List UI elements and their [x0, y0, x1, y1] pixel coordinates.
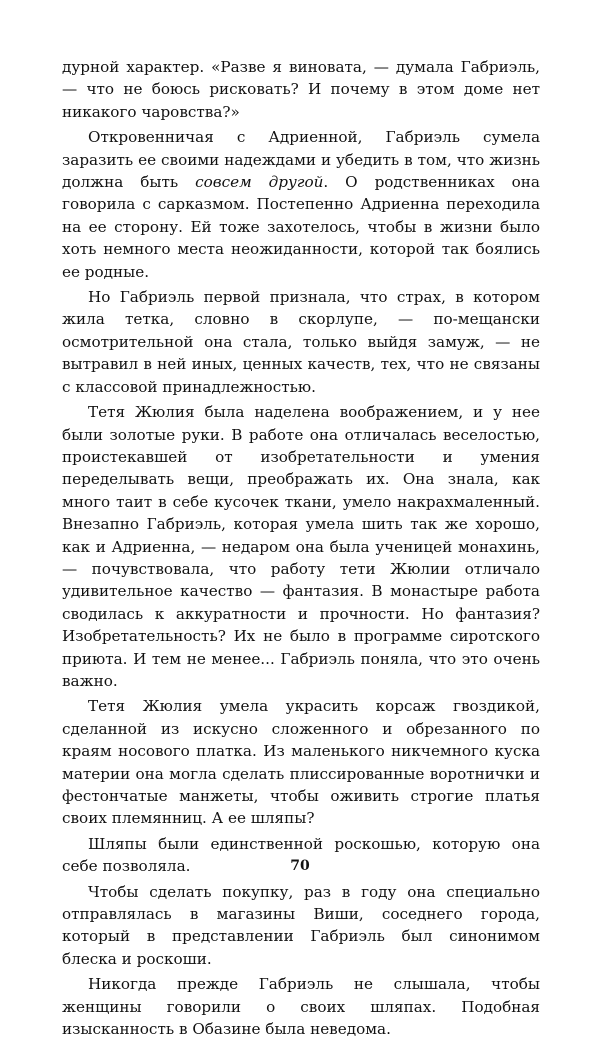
paragraph-2	[62, 126, 540, 283]
book-page-text	[62, 56, 540, 1043]
paragraph-2-end: . О родственниках она говорила с сарказмом. Постепенно Адриенна переходила на ее сторону. Ей тоже захотелось, чтобы в жизни было хоть немного места неожиданности, которой так боялись ее родные.	[62, 173, 540, 281]
paragraph-2-emphasis: совсем другой	[195, 173, 324, 192]
paragraph-6: Шляпы были единственной роскошью, которую она себе позволяла.	[62, 834, 540, 876]
paragraph-5: Тетя Жюлия умела украсить корсаж гвоздикой, сделанной из искусно сложенного и обрезанного по краям носового платка. Из маленького никчемного куска материи она могла сделать плиссированные воротнички и фестончатые манжеты, чтобы оживить строгие платья своих племянниц. А ее шляпы?	[62, 697, 540, 828]
page-number: 70	[290, 858, 310, 874]
paragraph-3: Но Габриэль первой признала, что страх, в котором жила тетка, словно в скорлупе, — по-мещански осмотрительной она стала, только выйдя замуж, — не вытравил в ней иных, ценных качеств, тех, что не связаны с классовой принадлежностью.	[62, 288, 540, 396]
paragraph-1: дурной характер. «Разве я виновата, — думала Габриэль, — что не боюсь рисковать? И почему в этом доме нет никакого чаровства?»	[62, 58, 540, 121]
paragraph-4: Тетя Жюлия была наделена воображением, и у нее были золотые руки. В работе она отличалась веселостью, проистекавшей от изобретательности и умения переделывать вещи, преображать их. Она знала, как много таит в себе кусочек ткани, умело накрахмаленный. Внезапно Габриэль, которая умела шить так же хорошо, как и Адриенна, — недаром она была ученицей монахинь, — почувствовала, что работу тети Жюлии отличало удивительное качество — фантазия. В монастыре работа сводилась к аккуратности и прочности. Но фантазия? Изобретательность? Их не было в программе сиротского приюта. И тем не менее... Габриэль поняла, что это очень важно.	[62, 403, 540, 690]
paragraph-7: Чтобы сделать покупку, раз в году она специально отправлялась в магазины Виши, соседнего города, который в представлении Габриэль был синонимом блеска и роскоши.	[62, 882, 540, 968]
paragraph-8: Никогда прежде Габриэль не слышала, чтобы женщины говорили о своих шляпах. Подобная изысканность в Обазине была неведома.	[62, 975, 540, 1039]
paragraph-2-start: Откровенничая с Адриенной, Габриэль сумела заразить ее своими надеждами и убедить в том, что жизнь должна быть	[62, 128, 540, 192]
